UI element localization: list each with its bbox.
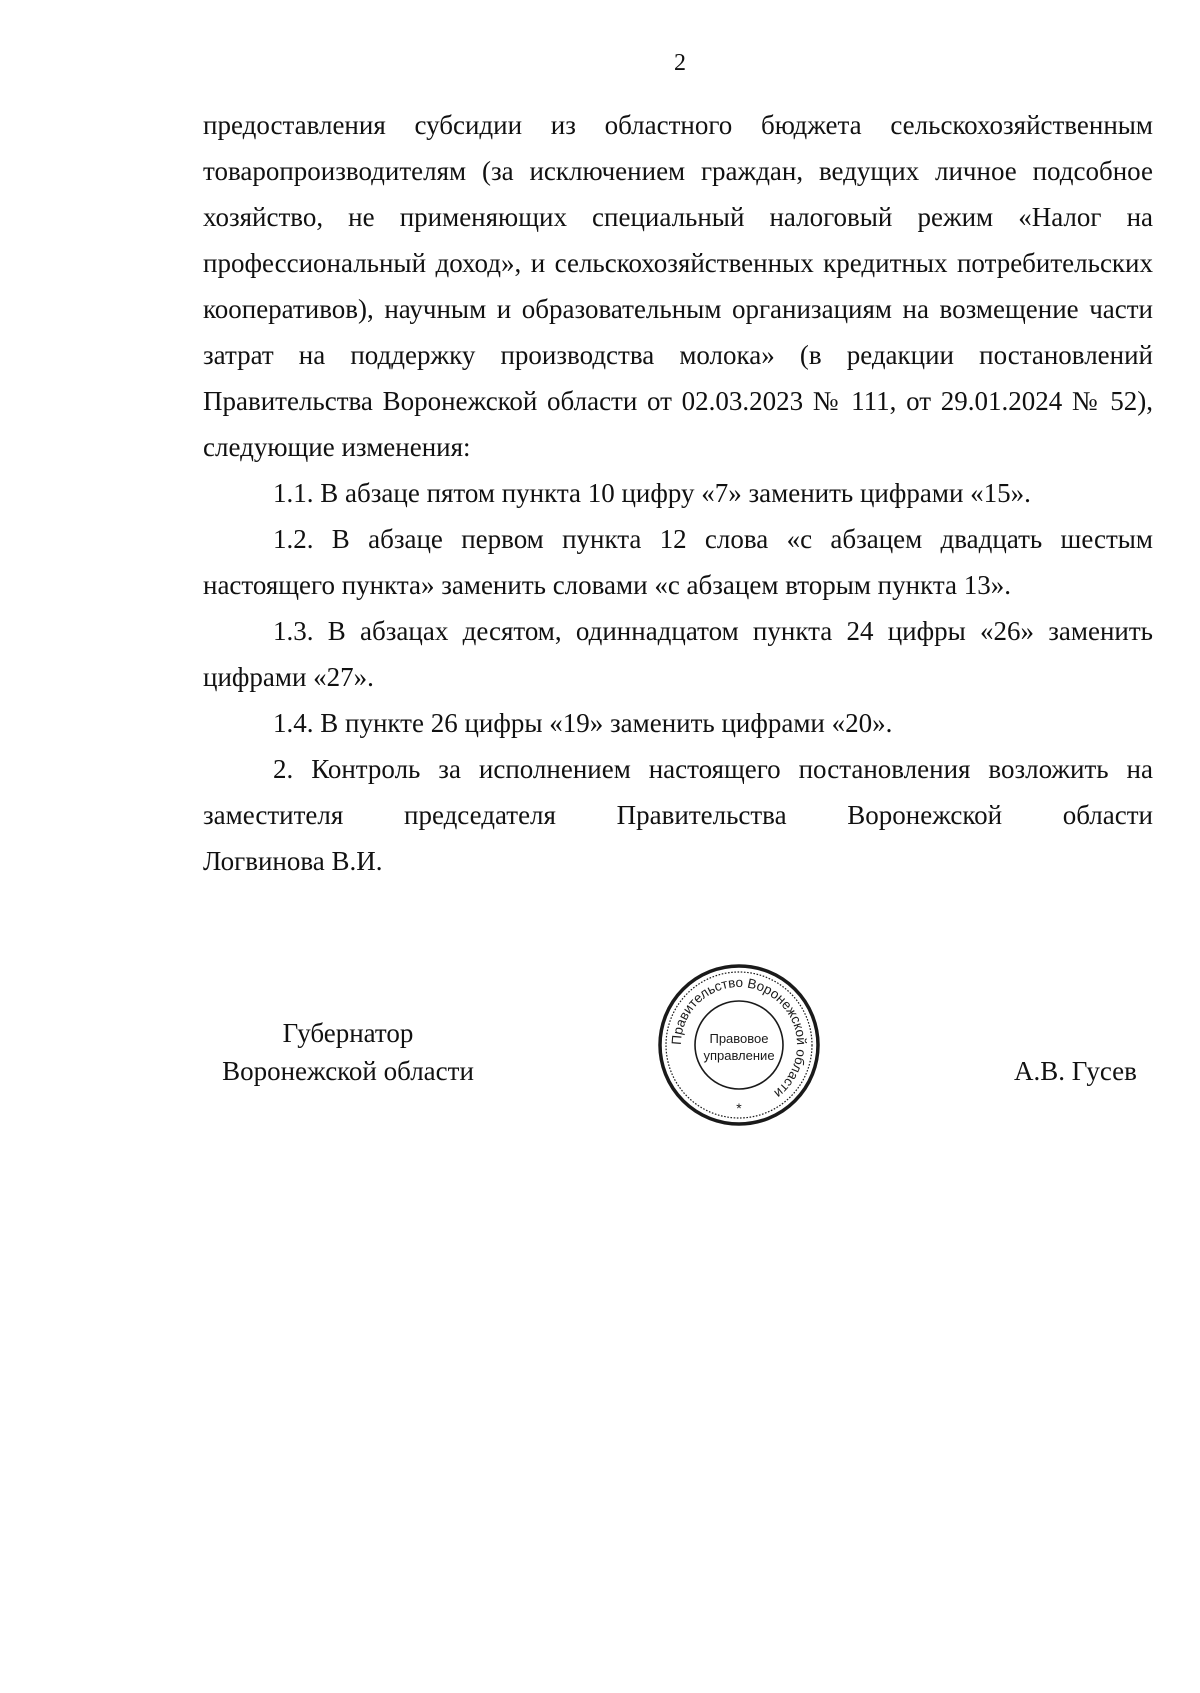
- paragraph-2: 2. Контроль за исполнением настоящего постановления возложить на заместителя председателя Правительства Воронежской области: [203, 754, 1153, 830]
- paragraph-1-1: 1.1. В абзаце пятом пункта 10 цифру «7» заменить цифрами «15».: [273, 478, 1031, 508]
- paragraph-1-2: 1.2. В абзаце первом пункта 12 слова «с абзацем двадцать шестым настоящего пункта» заменить словами «с абзацем вторым пункта 13».: [203, 524, 1153, 600]
- seal-center-line2: управление: [703, 1048, 775, 1063]
- page-number: 2: [674, 50, 686, 76]
- paragraph-1-3: 1.3. В абзацах десятом, одиннадцатом пункта 24 цифры «26» заменить цифрами «27».: [203, 616, 1153, 692]
- seal-center-line1: Правовое: [709, 1031, 769, 1046]
- seal-graphic: [657, 963, 821, 1127]
- signatory-title-line1: Губернатор: [282, 1018, 414, 1048]
- paragraph-1-4: 1.4. В пункте 26 цифры «19» заменить цифрами «20».: [273, 708, 893, 738]
- signatory-title: [208, 1014, 488, 1090]
- document-body: [203, 102, 1153, 884]
- seal-star: *: [736, 1100, 742, 1116]
- seal-ring-textpath: Правительство Воронежской области: [668, 974, 810, 1102]
- signature-block: [0, 956, 1200, 1136]
- official-seal: [657, 963, 821, 1127]
- signatory-title-line2: Воронежской области: [222, 1056, 474, 1086]
- signatory-name: А.В. Гусев: [1014, 1056, 1137, 1086]
- paragraph-intro: предоставления субсидии из областного бюджета сельскохозяйственным товаропроизводителям (за исключением граждан, ведущих личное подсобное хозяйство, не применяющих специальный налоговый режим «Налог на профессиональный доход», и сельскохозяйственных кредитных потребительских кооперативов), научным и образовательным организациям на возмещение части затрат на поддержку производства молока» (в редакции постановлений Правительства Воронежской области от 02.03.2023 № 111, от 29.01.2024 № 52), следующие изменения:: [203, 110, 1153, 462]
- paragraph-2-continuation: Логвинова В.И.: [203, 846, 383, 876]
